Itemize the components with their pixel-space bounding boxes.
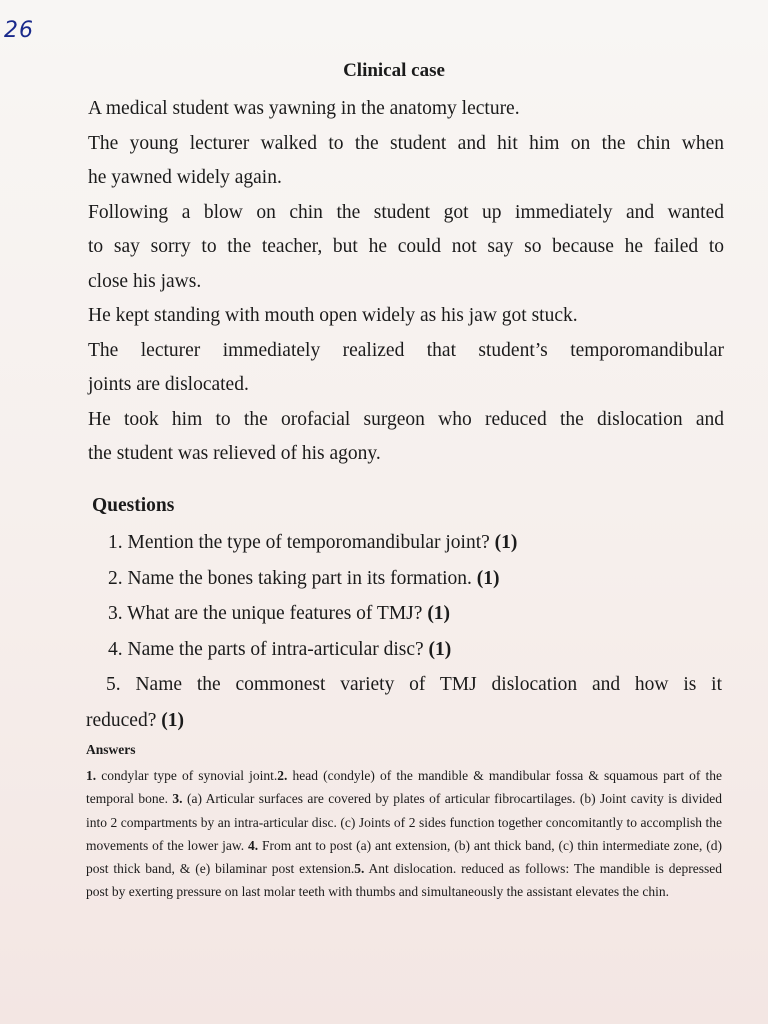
answer-number: 5.	[354, 861, 365, 877]
narrative-line: to say sorry to the teacher, but he could not say so because he failed to	[88, 236, 724, 257]
narrative-line: A medical student was yawning in the anatomy lecture.	[88, 98, 520, 119]
case-title: Clinical case	[343, 60, 445, 81]
question-marks: (1)	[428, 638, 452, 660]
answer-text: (a) Articular surfaces are covered by plates of articular fibrocartilages. (b) Joint cavity is divided into 2 compartments by an intra-articular disc. (c) Joints of 2 sides function together concomitantly to accomplish the movements of the lower jaw.	[86, 791, 722, 853]
question-item	[86, 632, 722, 668]
narrative-line: joints are dislocated.	[88, 374, 249, 395]
answer-number: 2.	[277, 768, 288, 783]
answer-text: condylar type of synovial joint.	[101, 768, 278, 783]
narrative-line: close his jaws.	[88, 270, 202, 292]
question-text: Mention the type of temporomandibular joint?	[127, 532, 490, 553]
question-marks: (1)	[494, 532, 518, 553]
answer-text: From ant to post (a) ant extension, (b) ant thick band, (c) thin intermediate zone, (d) post thick band, & (e) bilaminar post extension.	[86, 837, 722, 877]
question-text-continued: reduced?	[86, 709, 157, 731]
answers-heading: Answers	[86, 742, 136, 757]
narrative-line: he yawned widely again.	[88, 167, 282, 188]
question-number: 3.	[108, 603, 123, 624]
answers-paragraph	[86, 764, 722, 904]
questions-list	[86, 525, 722, 738]
question-text: Name the commonest variety of TMJ dislocation and how is it	[135, 674, 722, 695]
question-item	[86, 561, 722, 597]
question-item	[86, 596, 722, 632]
narrative-line: The lecturer immediately realized that student’s temporomandibular	[88, 339, 724, 361]
narrative-line: the student was relieved of his agony.	[88, 443, 381, 464]
question-number: 5.	[106, 674, 121, 695]
handwritten-page-number: 26	[4, 18, 34, 43]
answer-number: 1.	[86, 768, 97, 783]
question-number: 2.	[108, 567, 123, 589]
answer-text: Ant dislocation. reduced as follows: The mandible is depressed post by exerting pressure on last molar teeth with thumbs and simultaneously the assistant elevates the chin.	[86, 861, 722, 900]
question-text: Name the parts of intra-articular disc?	[127, 638, 424, 660]
narrative-line: Following a blow on chin the student got up immediately and wanted	[88, 201, 724, 223]
answer-number: 4.	[247, 837, 259, 853]
question-text: Name the bones taking part in its formation.	[127, 567, 472, 589]
narrative-line: He kept standing with mouth open widely as his jaw got stuck.	[88, 305, 578, 326]
answer-text: head (condyle) of the mandible & mandibular fossa & squamous part of the temporal bone.	[86, 768, 723, 807]
question-number: 4.	[108, 638, 123, 660]
question-item	[86, 667, 722, 703]
narrative-line: The young lecturer walked to the student and hit him on the chin when	[88, 132, 724, 154]
question-marks: (1)	[161, 709, 184, 731]
question-text: What are the unique features of TMJ?	[127, 603, 423, 624]
question-item	[86, 525, 722, 561]
question-marks: (1)	[476, 567, 500, 589]
narrative-line: He took him to the orofacial surgeon who reduced the dislocation and	[88, 408, 724, 430]
case-narrative	[88, 92, 724, 472]
question-number: 1.	[108, 532, 123, 553]
question-item-continuation	[86, 703, 722, 739]
answer-number: 3.	[172, 791, 183, 807]
questions-heading: Questions	[92, 495, 175, 516]
question-marks: (1)	[427, 603, 451, 624]
